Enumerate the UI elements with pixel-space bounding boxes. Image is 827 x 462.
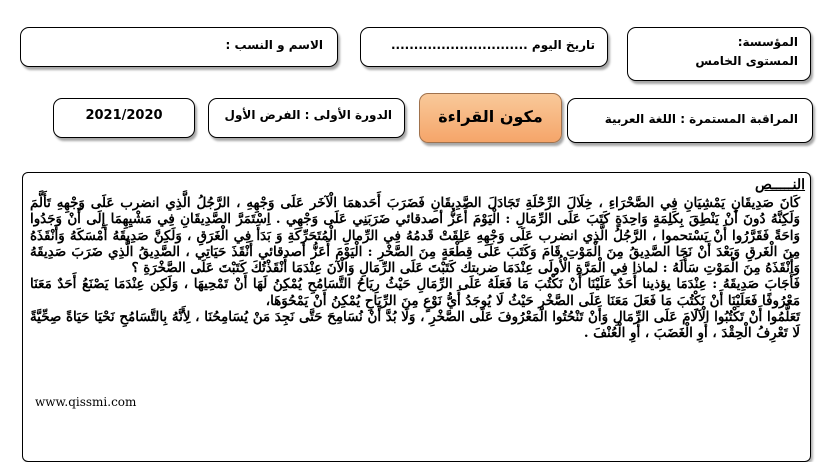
page-title: مكون القراءة (438, 107, 543, 126)
school-label: المؤسسة: (737, 35, 798, 49)
name-field-box[interactable] (20, 27, 338, 67)
date-label: تاريخ اليوم .............................. (390, 38, 595, 52)
text-heading: النـــــص (755, 177, 806, 193)
exam-label: الدورة الأولى : الفرض الأول (224, 108, 392, 122)
name-label: الاسم و النسب : (225, 38, 323, 52)
school-info-box (627, 27, 811, 81)
reading-text-body (30, 195, 800, 342)
school-year: 2021/2020 (85, 108, 163, 123)
subject-label: المراقبة المستمرة : اللغة العربية (604, 112, 798, 126)
paragraph-2: فَأَجَابَ صَدِيقَهُ : عِنْدَمَا يؤذينا أَحَدٌ عَلَيْنَا أَنْ نَكْتُبَ مَا فَعَلَهُ عَلَى الرِّمَالِ حَيْثُ رِيَاحُ التَّسَامُحِ يُمْكِنُ لَهَا أَنْ تَمْحِيهَا ، وَلَكِن عِنْدَمَا يَصْنَعُ أَحَدٌ مَعَنَا مَعْرُوفًا فَعَلَيْنَا أَنْ نَكْتُبَ مَا فَعَلَ مَعَنَا عَلَى الصَّخْرِ حَيْثُ لَا يُوجَدُ أَيُّ نَوْعٍ مِنَ الرِّيَاحِ يُمْكِنُ أَنْ يَمْحُوَهَا، (30, 276, 800, 309)
date-field-box[interactable] (360, 27, 608, 67)
reading-text-box (22, 172, 811, 462)
watermark-text: www.qissmi.com (35, 395, 137, 409)
paragraph-3: تَعَلَّمُوا أَنْ تَكْتُبُوا الْآلَامَ عَلَى الرِّمَالِ وَأَنْ تَنْحُتُوا الْمَعْرُوفَ عَلَى الصَّخْرِ ، وَلَا بُدَّ أَنْ نُسَامِحَ حَتَّى نَجِدَ مَنْ يُسَامِحُنَا ، لِأَنَّهُ بِالتَّسَامُحِ نَحْيَا حَيَاةً صِحِّيَّةً لَا تَعْرِفُ الْحِقْدَ ، أَوِ الْغَضَبَ ، أَوِ الْعُنْفَ . (30, 309, 800, 342)
level-label: المستوى الخامس (695, 54, 798, 68)
year-box (53, 98, 195, 138)
exam-box (208, 98, 405, 138)
paragraph-1: كَانَ صَدِيقَانِ يَمْشِيَانِ فِي الصَّحْرَاءِ ، خِلَالَ الرِّحْلَةِ تَجَادَلَ الصَّدِيقَانِ فَضَرَبَ أَحَدهمَا الْآخَر عَلَى وَجْهِهِ ، الرَّجُلُ الَّذِي انضرب عَلَى وَجْهِهِ تَأَلَّمَ وَلَكِنَّهُ دُونَ أَنْ يَنْطِقَ بِكَلِمَةٍ وَاحِدَةٍ كَتَبَ عَلَى الرِّمَالِ : الْيَوْمَ أَعَزُّ أصدقائي ضَرَبَنِي عَلَى وَجْهِي . اِسْتَمَرَّ الصَّدِيقَانِ فِي مَشْيِهِمَا إِلَى أَنْ وَجَدُوا وَاحَةً فَقَرَّرُوا أَنْ يَسْتحموا ، الرَّجُلُ الَّذِي انضرب عَلَى وَجْهِهِ عَلِقَتْ قَدمُهُ فِي الرِّمالِ الْمُتَحَرِّكَةِ وَ بَدَأَ فِي الْغَرَقِ ، وَلَكِنَّ صَدِيقَهُ أَمْسَكَهُ وَأَنْقَذَهُ مِنَ الْغَرقِ وَبَعْدَ أَنْ نَجَا الصَّدِيقُ مِنَ الْمَوْتِ قَامَ وَكَتَبَ عَلَى قِطْعَةٍ مِنَ الصَّخْرِ : الْيَوْمَ أَعَزُّ أصدقائي أَنْقَذَ حَيَاتِي ، الصَّدِيقُ الَّذِي ضَرَبَ صَدِيقَهُ وَأَنْقَذَهُ مِنَ الْمَوْتِ سَأَلَهُ : لماذا فِي الْمَرَّةِ الْأُولَى عِنْدَمَا ضربتك كَتَبْتَ عَلَى الرِّمَالِ وَالْآنَ عِنْدَمَا أَنْقَذْتُكَ كَتَبْتَ عَلَى الصَّخْرَةِ ؟ (30, 195, 800, 277)
title-box (419, 93, 562, 143)
subject-box (567, 98, 813, 143)
